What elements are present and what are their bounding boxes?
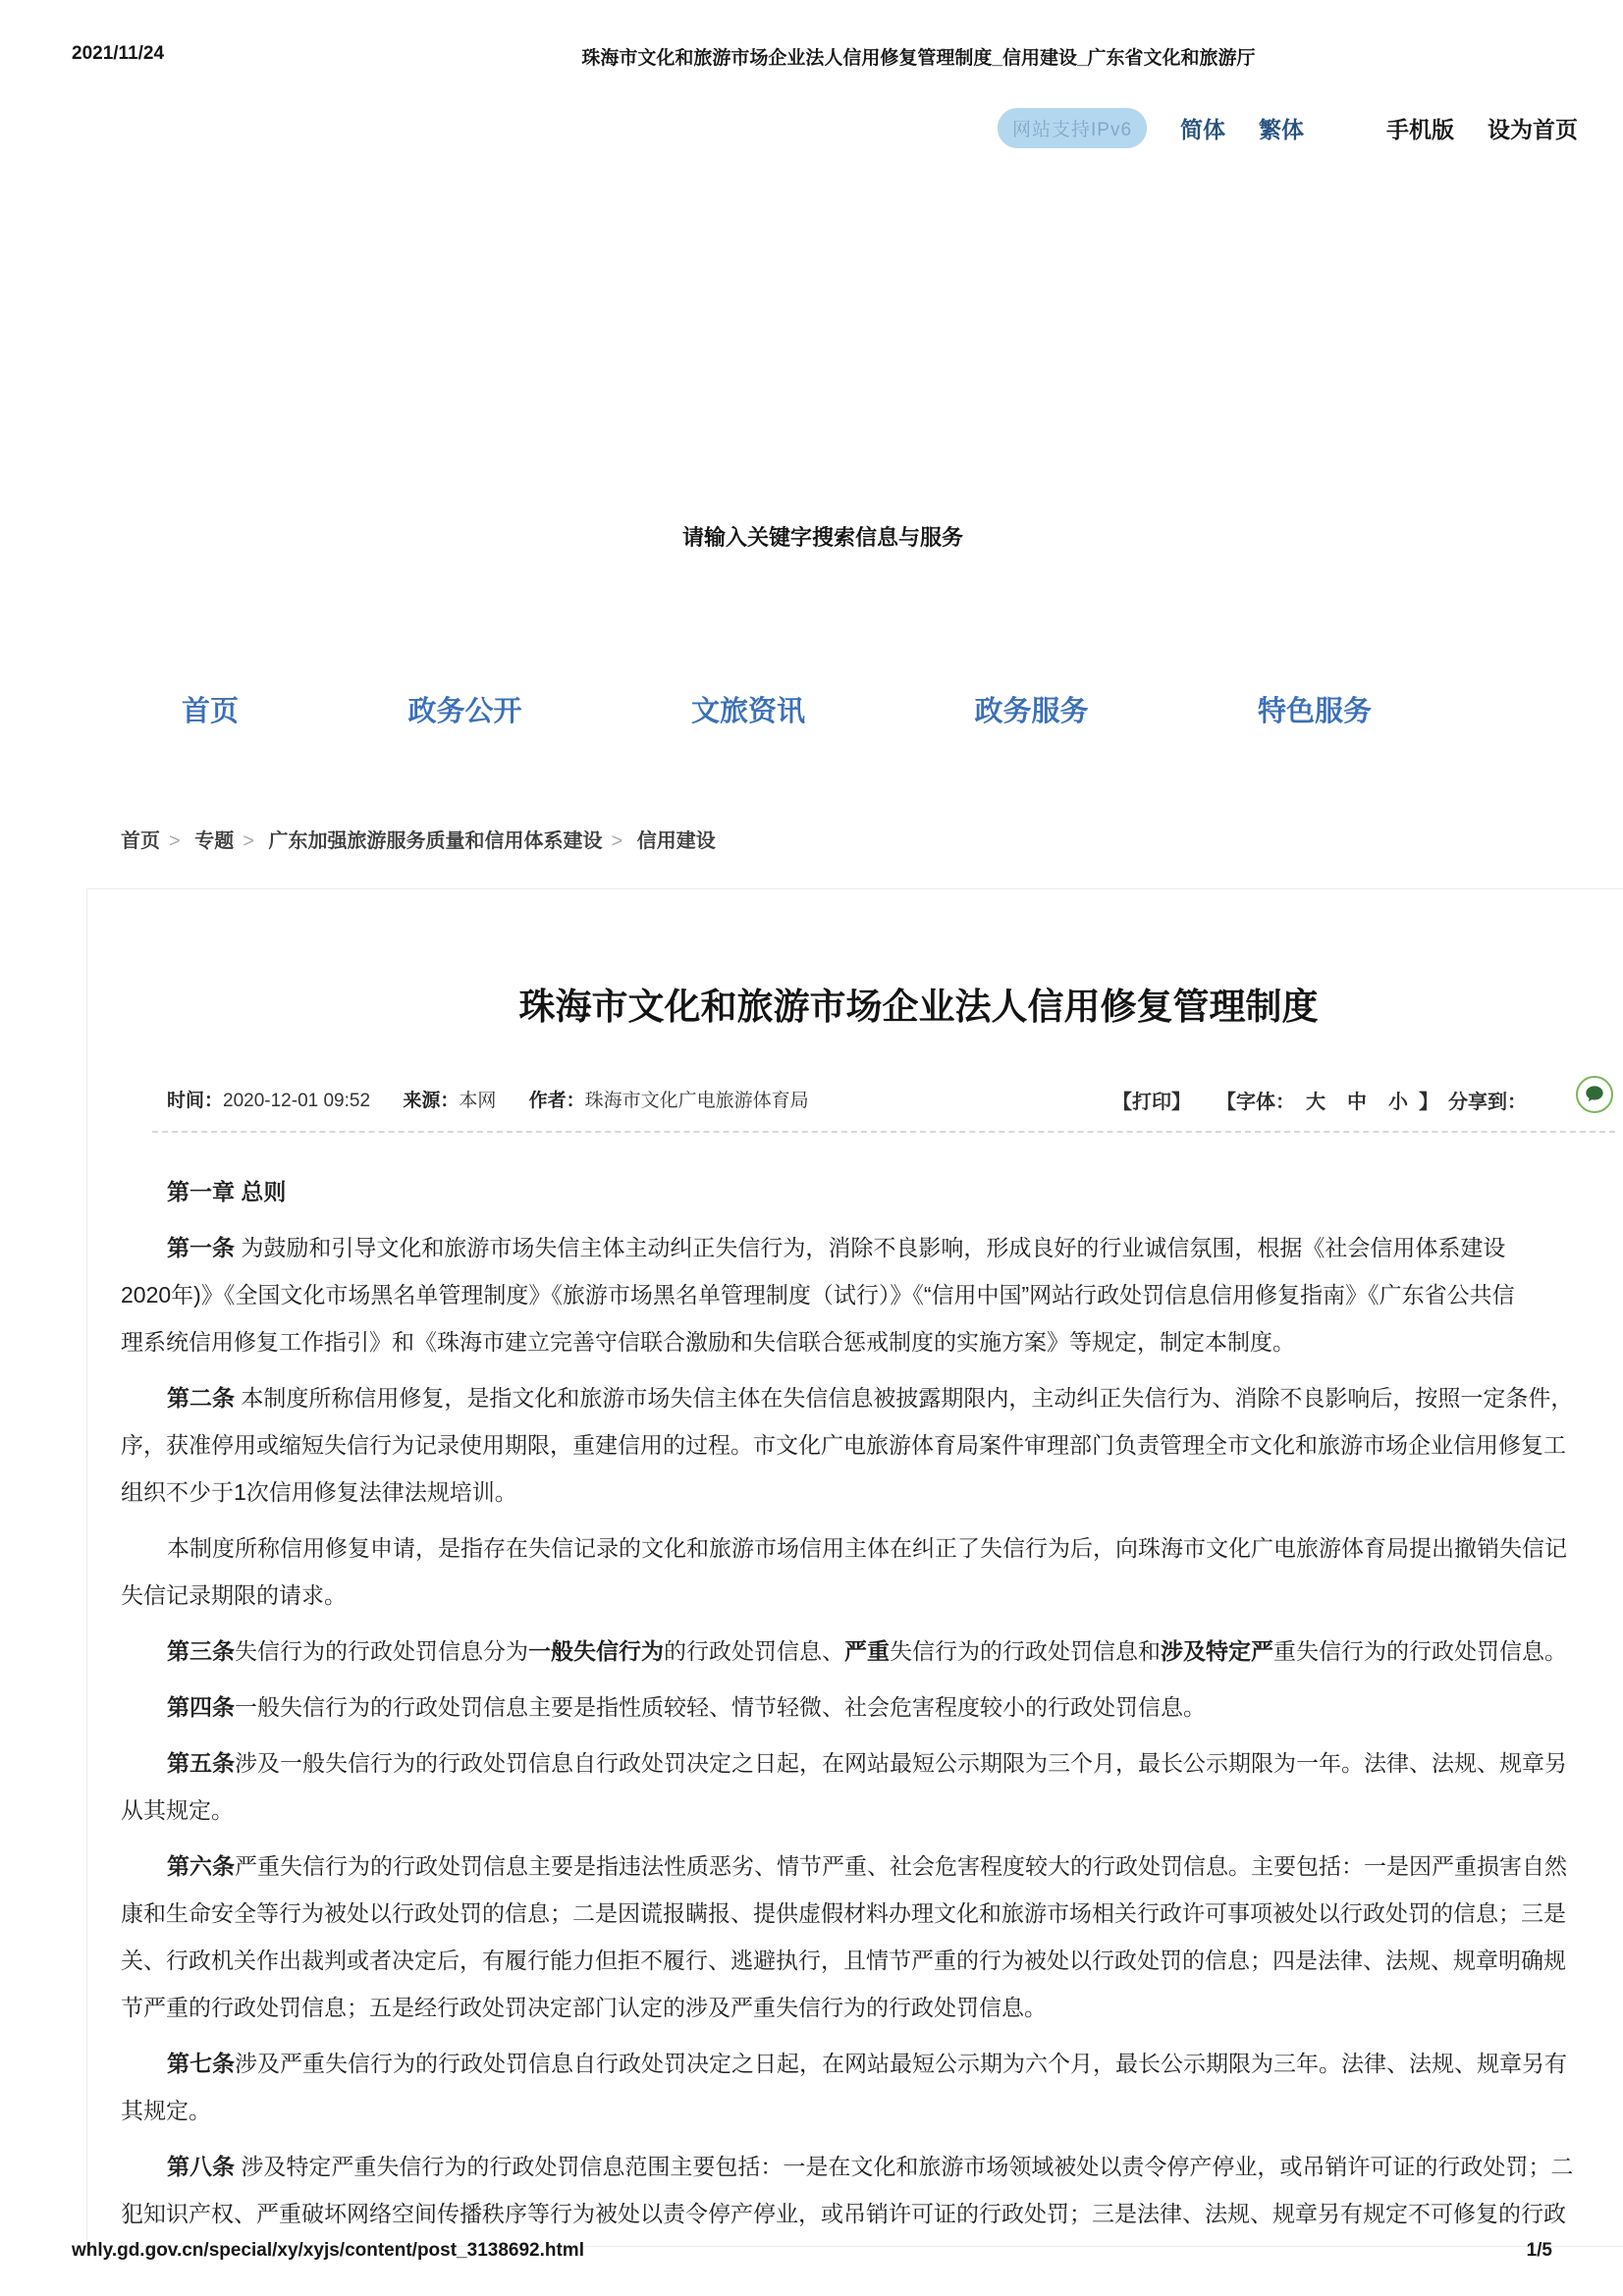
article-meta — [167, 1086, 809, 1112]
body-line: 第一条 为鼓励和引导文化和旅游市场失信主体主动纠正失信行为，消除不良影响，形成良好的行业诚信氛围，根据《社会信用体系建设 — [167, 1235, 1506, 1260]
article-body — [121, 1168, 1623, 2246]
utility-link[interactable]: 设为首页 — [1488, 117, 1579, 142]
wechat-share-icon[interactable] — [1576, 1076, 1613, 1113]
meta-time-value: 2020-12-01 09:52 — [223, 1091, 371, 1111]
body-line: 第一章 总则 — [167, 1179, 287, 1204]
body-line: 2020年)》《全国文化市场黑名单管理制度》《旅游市场黑名单管理制度（试行）》《“信用中国”网站行政处罚信息信用修复指南》《广东省公共信 — [121, 1282, 1515, 1308]
breadcrumb-item[interactable]: 广东加强旅游服务质量和信用体系建设 — [268, 830, 603, 852]
body-paragraph — [121, 1224, 1623, 1365]
nav-item[interactable]: 政务服务 — [974, 696, 1089, 727]
body-line: 第六条严重失信行为的行政处罚信息主要是指违法性质恶劣、情节严重、社会危害程度较大的行政处罚信息。主要包括：一是因严重损害自然 — [167, 1853, 1567, 1879]
nav-item[interactable]: 特色服务 — [1257, 696, 1372, 727]
body-paragraph — [121, 1524, 1623, 1619]
body-line: 第八条 涉及特定严重失信行为的行政处罚信息范围主要包括：一是在文化和旅游市场领域被处以责令停产停业，或吊销许可证的行政处罚；二 — [167, 2154, 1574, 2179]
body-line: 本制度所称信用修复申请，是指存在失信记录的文化和旅游市场信用主体在纠正了失信行为后，向珠海市文化广电旅游体育局提出撤销失信记 — [167, 1535, 1567, 1561]
body-line: 第二条 本制度所称信用修复，是指文化和旅游市场失信主体在失信信息被披露期限内，主动纠正失信行为、消除不良影响后，按照一定条件， — [167, 1385, 1574, 1411]
wechat-bubble-glyph — [1582, 1082, 1607, 1107]
utility-link[interactable]: 简体 — [1180, 117, 1226, 142]
body-paragraph — [121, 1628, 1623, 1675]
chapter-heading — [121, 1168, 1623, 1215]
meta-author-value: 珠海市文化广电旅游体育局 — [584, 1091, 809, 1111]
breadcrumb-separator: > — [169, 830, 181, 852]
utility-bar — [998, 108, 1578, 148]
body-line: 序，获准停用或缩短失信行为记录使用期限，重建信用的过程。市文化广电旅游体育局案件审理部门负责管理全市文化和旅游市场企业信用修复工 — [121, 1432, 1566, 1458]
body-paragraph — [121, 1683, 1623, 1731]
print-header-date: 2021/11/24 — [72, 43, 165, 64]
body-paragraph — [121, 1374, 1623, 1516]
article-toolbar — [1112, 1086, 1527, 1114]
main-nav — [182, 689, 1372, 729]
body-line: 失信记录期限的请求。 — [121, 1582, 347, 1608]
utility-link[interactable]: 繁体 — [1259, 117, 1305, 142]
font-size-control — [1217, 1086, 1438, 1114]
meta-time-label: 时间： — [167, 1091, 224, 1111]
breadcrumb-item-wrap — [194, 830, 268, 852]
breadcrumb-item-wrap — [121, 830, 194, 852]
meta-source-value: 本网 — [459, 1091, 497, 1111]
nav-item[interactable]: 文旅资讯 — [690, 696, 805, 727]
body-line: 犯知识产权、严重破坏网络空间传播秩序等行为被处以责令停产停业，或吊销许可证的行政处罚；三是法律、法规、规章另有规定不可修复的行政 — [121, 2201, 1566, 2226]
body-line: 康和生命安全等行为被处以行政处罚的信息；二是因谎报瞒报、提供虚假材料办理文化和旅游市场相关行政许可事项被处以行政处罚的信息；三是 — [121, 1900, 1566, 1926]
font-size-prefix: 【字体： — [1217, 1092, 1295, 1113]
body-line: 其规定。 — [121, 2098, 211, 2123]
meta-source-label: 来源： — [403, 1091, 460, 1111]
body-line: 节严重的行政处罚信息；五是经行政处罚决定部门认定的涉及严重失信行为的行政处罚信息。 — [121, 1995, 1047, 2020]
ipv6-badge: 网站支持IPv6 — [998, 108, 1147, 148]
font-size-small[interactable]: 小 — [1388, 1092, 1408, 1113]
nav-item[interactable]: 首页 — [182, 696, 240, 727]
font-size-large[interactable]: 大 — [1306, 1092, 1325, 1113]
meta-author-label: 作者： — [528, 1091, 585, 1111]
body-line: 第三条失信行为的行政处罚信息分为一般失信行为的行政处罚信息、严重失信行为的行政处罚信息和涉及特定严重失信行为的行政处罚信息。 — [167, 1638, 1567, 1664]
meta-divider — [152, 1131, 1615, 1133]
body-paragraph — [121, 2040, 1623, 2134]
font-size-suffix: 】 — [1419, 1092, 1438, 1113]
body-line: 第四条一般失信行为的行政处罚信息主要是指性质较轻、情节轻微、社会危害程度较小的行政处罚信息。 — [167, 1694, 1206, 1720]
body-line: 关、行政机关作出裁判或者决定后，有履行能力但拒不履行、逃避执行，且情节严重的行为被处以行政处罚的信息；四是法律、法规、规章明确规 — [121, 1948, 1566, 1973]
breadcrumb-separator: > — [611, 830, 623, 852]
breadcrumb-item-wrap — [637, 830, 716, 852]
body-line: 第七条涉及严重失信行为的行政处罚信息自行政处罚决定之日起，在网站最短公示期为六个月，最长公示期限为三年。法律、法规、规章另有 — [167, 2051, 1567, 2076]
body-paragraph — [121, 2143, 1623, 2237]
body-paragraph — [121, 1842, 1623, 2031]
breadcrumb-item-wrap — [269, 830, 637, 852]
body-line: 理系统信用修复工作指引》和《珠海市建立完善守信联合激励和失信联合惩戒制度的实施方案》等规定，制定本制度。 — [121, 1329, 1295, 1355]
share-label: 分享到： — [1448, 1092, 1527, 1113]
print-footer-page-number: 1/5 — [1526, 2240, 1552, 2261]
nav-item[interactable]: 政务公开 — [407, 696, 522, 727]
body-line: 组织不少于1次信用修复法律法规培训。 — [121, 1479, 517, 1505]
page-title: 珠海市文化和旅游市场企业法人信用修复管理制度 — [518, 987, 1319, 1027]
search-input[interactable]: 请输入关键字搜索信息与服务 — [681, 525, 964, 550]
body-line: 从其规定。 — [121, 1797, 234, 1823]
breadcrumb-separator: > — [243, 830, 254, 852]
utility-link[interactable]: 手机版 — [1386, 117, 1455, 142]
body-line: 第五条涉及一般失信行为的行政处罚信息自行政处罚决定之日起，在网站最短公示期限为三个月，最长公示期限为一年。法律、法规、规章另 — [167, 1750, 1567, 1776]
breadcrumb-item[interactable]: 首页 — [121, 830, 160, 852]
font-size-medium[interactable]: 中 — [1347, 1092, 1367, 1113]
breadcrumb-item[interactable]: 专题 — [194, 830, 235, 852]
print-header-title: 珠海市文化和旅游市场企业法人信用修复管理制度_信用建设_广东省文化和旅游厅 — [581, 48, 1256, 69]
print-button[interactable]: 【打印】 — [1112, 1092, 1191, 1113]
body-paragraph — [121, 1739, 1623, 1834]
breadcrumb-item[interactable]: 信用建设 — [636, 830, 716, 852]
print-footer-url: whly.gd.gov.cn/special/xy/xyjs/content/post_3138692.html — [72, 2240, 584, 2261]
breadcrumb — [121, 825, 716, 853]
